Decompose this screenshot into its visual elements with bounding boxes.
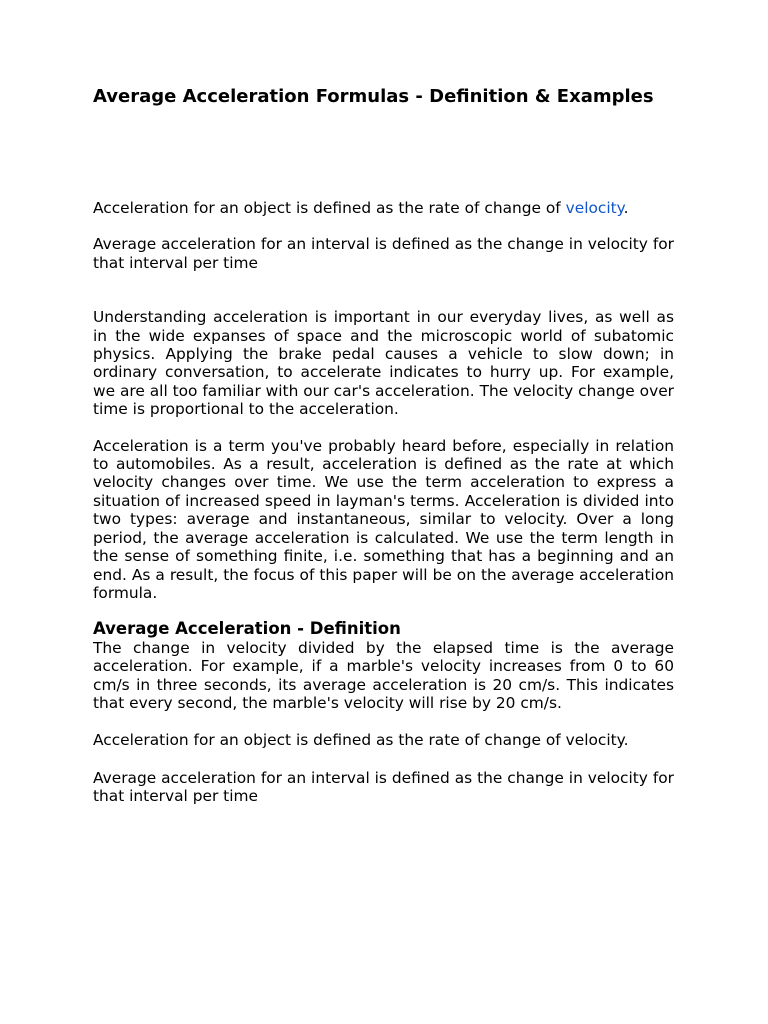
document-page (93, 86, 674, 806)
intro-paragraph-acceleration (93, 199, 674, 217)
body-paragraph-term: Acceleration is a term you've probably heard before, especially in relation to automobiles. As a result, acceleration is defined as the rate at which velocity changes over time. We use the term acceleration to express a situation of increased speed in layman's terms. Acceleration is divided into two types: average and instantaneous, similar to velocity. Over a long period, the average acceleration is calculated. We use the term length in the sense of something finite, i.e. something that has a beginning and an end. As a result, the focus of this paper will be on the average acceleration formula. (93, 436, 674, 602)
page-title: Average Acceleration Formulas - Definition & Examples (93, 86, 654, 107)
section-heading-definition: Average Acceleration - Definition (93, 619, 401, 639)
body-paragraph-understanding: Understanding acceleration is important in our everyday lives, as well as in the wide expanses of space and the microscopic world of subatomic physics. Applying the brake pedal causes a vehicle to slow down; in ordinary conversation, to accelerate indicates to hurry up. For example, we are all too familiar with our car's acceleration. The velocity change over time is proportional to the acceleration. (93, 308, 674, 419)
intro-text-before-link: Acceleration for an object is defined as the rate of change of (93, 199, 566, 217)
definition-paragraph-average: Average acceleration for an interval is defined as the change in velocity for that interval per time (93, 768, 674, 806)
definition-paragraph-acceleration: Acceleration for an object is defined as the rate of change of velocity. (93, 731, 629, 750)
intro-text-after-link: . (623, 199, 629, 217)
intro-paragraph-average: Average acceleration for an interval is defined as the change in velocity for that interval per time (93, 235, 674, 272)
velocity-link[interactable]: velocity (565, 199, 624, 217)
definition-paragraph-example: The change in velocity divided by the elapsed time is the average acceleration. For example, if a marble's velocity increases from 0 to 60 cm/s in three seconds, its average acceleration is 20 cm/s. This indicates that every second, the marble's velocity will rise by 20 cm/s. (93, 638, 674, 713)
